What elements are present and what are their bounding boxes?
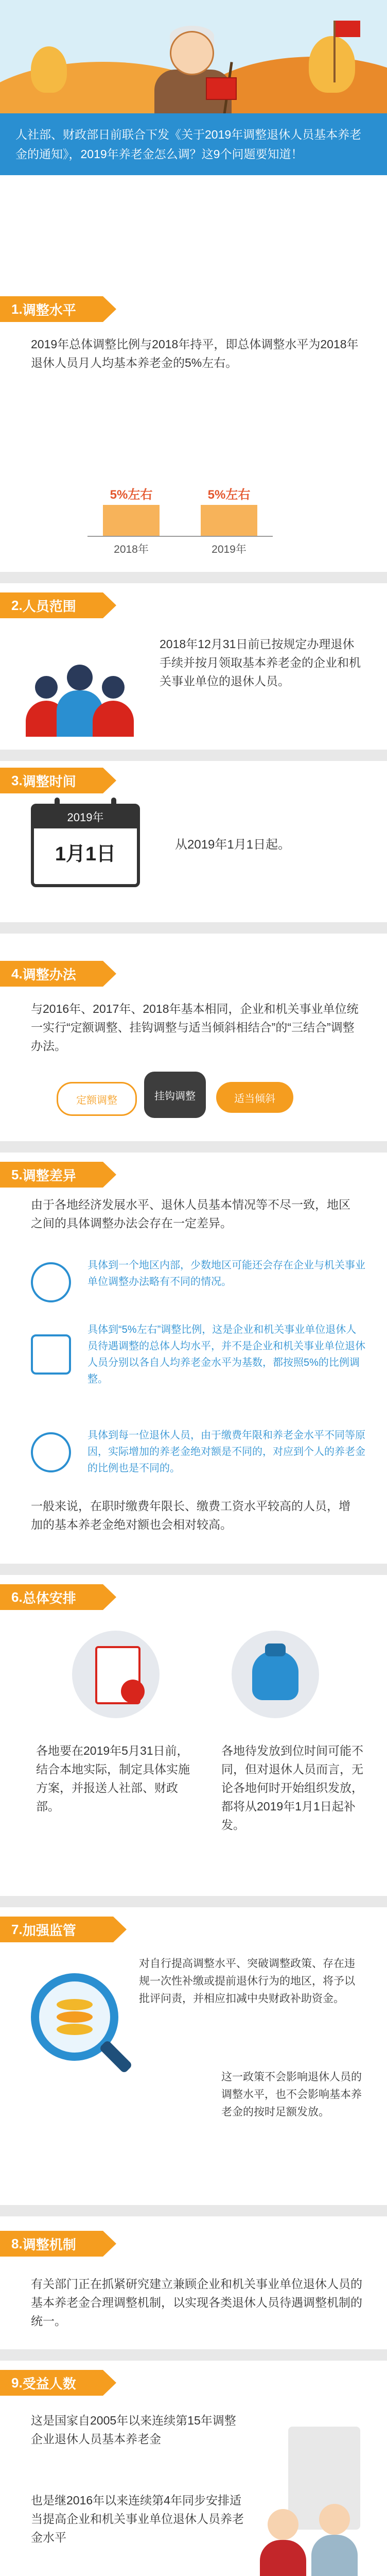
section-header: [0, 1162, 103, 1188]
divider: [0, 1141, 387, 1153]
section-header: [0, 961, 103, 987]
data-label: 5%左右: [110, 488, 153, 502]
divider: [0, 750, 387, 761]
bar-2018: [103, 505, 160, 536]
bar-2019: [201, 505, 257, 536]
x-tick-label: 2019年: [212, 544, 247, 555]
document-check-icon: [72, 1631, 160, 1718]
calendar-date: 1月1日: [55, 843, 116, 865]
person-icon: [31, 1432, 71, 1472]
section-header: [0, 1584, 103, 1610]
list-item: 具体到“5%左右”调整比例，这是企业和机关事业单位退休人员待遇调整的总体人均水平，并不是企业和机关事业单位退休人员分别以各自人均养老金水平为基数，都按照5%的比例调整。: [87, 1324, 365, 1385]
section-header: [0, 768, 103, 793]
section-header: [0, 592, 103, 618]
calendar-year: 2019年: [34, 807, 137, 828]
hero-illustration: [0, 0, 387, 113]
section-header: [0, 2231, 103, 2257]
divider: [0, 922, 387, 934]
section-text: 2018年12月31日前已按规定办理退休手续并按月领取基本养老金的企业和机关事业单位的退休人员。: [160, 637, 361, 688]
section-number: 7.: [11, 1921, 23, 1937]
section-text: 从2019年1月1日起。: [175, 838, 291, 852]
section-title: 调整水平: [22, 302, 76, 318]
section-text: 2019年总体调整比例与2018年持平，即总体调整水平为2018年退休人员月人均基本养老金的5%左右。: [31, 337, 359, 369]
divider: [0, 2205, 387, 2216]
divider: [0, 1564, 387, 1575]
calendar-icon: [31, 804, 140, 887]
section-number: 2.: [11, 597, 23, 613]
section-text: 有关部门正在抓紧研究建立兼顾企业和机关事业单位退休人员的基本养老金合理调整机制，以实现各类退休人员待遇调整机制的统一。: [31, 2277, 362, 2328]
section-number: 8.: [11, 2235, 23, 2251]
section-title: 受益人数: [22, 2376, 76, 2392]
section-number: 9.: [11, 2375, 23, 2391]
tree-icon: [31, 46, 67, 93]
section-text: 对自行提高调整水平、突破调整政策、存在违规一次性补缴或提前退休行为的地区，将予以批评问责，并相应扣减中央财政补助资金。: [139, 1958, 355, 2005]
map-pin-icon: [31, 1262, 71, 1302]
section-header: [0, 2370, 103, 2396]
bar-chart: [87, 428, 273, 562]
list-item: 具体到每一位退休人员，由于缴费年限和养老金水平不同等原因，实际增加的养老金绝对额是不同的，对应到个人的养老金的比例也是不同的。: [87, 1430, 365, 1474]
section-title: 调整时间: [22, 773, 76, 789]
list-item: 也是继2016年以来连续第4年同步安排适当提高企业和机关事业单位退休人员养老金水平: [31, 2494, 244, 2544]
section-text: 与2016年、2017年、2018年基本相同，企业和机关事业单位统一实行“定额调整、挂钩调整与适当倾斜相结合”的“三结合”调整办法。: [31, 1002, 359, 1053]
section-header: [0, 296, 103, 322]
section-text: 这一政策不会影响退休人员的调整水平，也不会影响基本养老金的按时足额发放。: [221, 2071, 362, 2118]
flag-icon: [336, 21, 360, 37]
puzzle-piece: 挂钩调整: [144, 1072, 206, 1118]
section-text: 各地待发放到位时间可能不同，但对退休人员而言，无论各地何时开始组织发放，都将从2019年1月1日起补发。: [221, 1744, 363, 1832]
section-number: 5.: [11, 1166, 23, 1182]
puzzle-piece: 定额调整: [57, 1082, 137, 1116]
x-tick-label: 2018年: [114, 544, 149, 555]
list-item: 具体到一个地区内部，少数地区可能还会存在企业与机关事业单位调整办法略有不同的情况。: [87, 1260, 365, 1287]
divider: [0, 1896, 387, 1907]
section-title: 调整差异: [22, 1167, 76, 1183]
retirees-figures-icon: [257, 2421, 371, 2576]
divider: [0, 572, 387, 583]
divider: [0, 2349, 387, 2361]
section-text: 由于各地经济发展水平、退休人员基本情况等不尽一致，地区之间的具体调整办法会存在一定差异。: [31, 1198, 350, 1230]
red-envelope-icon: [206, 77, 237, 100]
elderly-man-head: [170, 31, 214, 75]
money-bag-icon: [232, 1631, 319, 1718]
section-title: 总体安排: [22, 1590, 76, 1606]
section-title: 人员范围: [22, 598, 76, 614]
data-label: 5%左右: [207, 488, 251, 502]
intro-text: 人社部、财政部日前联合下发《关于2019年调整退休人员基本养老金的通知》，2019年养老金怎么调？这9个问题要知道！: [0, 113, 387, 175]
magnifier-coins-icon: [21, 1968, 134, 2081]
section-number: 1.: [11, 301, 23, 317]
section-number: 4.: [11, 965, 23, 981]
section-title: 调整办法: [22, 967, 76, 982]
section-title: 加强监管: [22, 1922, 76, 1938]
puzzle-piece: 适当倾斜: [216, 1082, 293, 1113]
section-text: 各地要在2019年5月31日前，结合本地实际，制定具体实施方案，并报送人社部、财政部。: [36, 1744, 190, 1813]
section-header: [0, 1917, 113, 1942]
section-title: 调整机制: [22, 2236, 76, 2252]
tree-icon: [309, 36, 355, 93]
bar-chart-icon: [31, 1334, 71, 1375]
section-number: 6.: [11, 1589, 23, 1605]
section-summary: 一般来说，在职时缴费年限长、缴费工资水平较高的人员，增加的基本养老金绝对额也会相对较高。: [31, 1499, 350, 1531]
list-item: 这是国家自2005年以来连续第15年调整企业退休人员基本养老金: [31, 2414, 236, 2446]
section-number: 3.: [11, 772, 23, 788]
x-axis: [87, 536, 273, 537]
retirees-icon: [21, 665, 134, 737]
